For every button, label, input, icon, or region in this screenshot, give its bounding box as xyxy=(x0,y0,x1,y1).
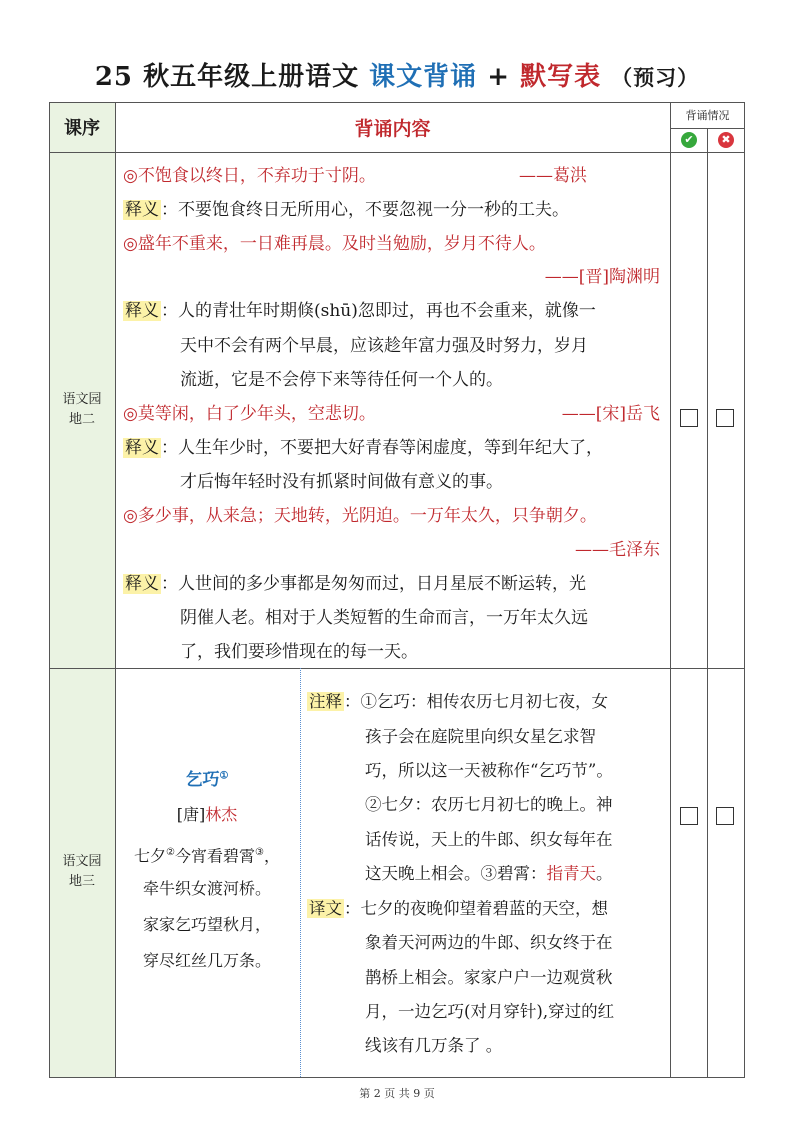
lesson1-name-line2: 地二 xyxy=(68,412,95,427)
quote-3-meaning-2: 才后悔年轻时没有抓紧时间做有意义的事。 xyxy=(180,472,503,492)
lesson2-not-recited-checkbox[interactable] xyxy=(716,807,734,825)
lesson2-recited-checkbox[interactable] xyxy=(680,807,698,825)
notes-line-4: ②七夕：农历七月初七的晚上。神 xyxy=(365,795,613,814)
quote-4-meaning-3: 了，我们要珍惜现在的每一天。 xyxy=(180,642,418,662)
grid-row-split xyxy=(49,668,745,669)
quote-2-meaning-3: 流逝，它是不会停下来等待任何一个人的。 xyxy=(180,370,503,390)
lesson2-name xyxy=(49,852,115,892)
notes-label: 注释 xyxy=(309,692,342,711)
cross-icon: ✖ xyxy=(718,132,734,148)
lesson1-name-line1: 语文园 xyxy=(62,392,102,407)
grid-poem-divider xyxy=(300,668,301,1077)
notes-line-2: 孩子会在庭院里向织女星乞求智 xyxy=(365,727,596,746)
quote-4-meaning xyxy=(123,572,586,596)
meaning-label: 释义 xyxy=(125,574,159,594)
quote-3-author: ——[宋]岳飞 xyxy=(561,404,660,424)
title-preview: （预习） xyxy=(611,65,700,90)
poem-title xyxy=(115,765,299,790)
recitation-table xyxy=(49,102,745,1077)
quote-3: ◎莫等闲，白了少年头，空悲切。 xyxy=(123,404,376,424)
grid-left xyxy=(49,102,50,1077)
poem-line-1-mark2: ③ xyxy=(255,847,264,858)
header-content: 背诵内容 xyxy=(354,117,431,140)
poem-dynasty: [唐] xyxy=(176,805,206,824)
quote-4-author: ——毛泽东 xyxy=(575,540,660,560)
quote-3-meaning xyxy=(123,436,603,460)
notes-line-5: 话传说，天上的牛郎、织女每年在 xyxy=(365,830,613,849)
quote-1-author: ——葛洪 xyxy=(519,166,587,186)
translation-text: ：七夕的夜晚仰望着碧蓝的天空，想 xyxy=(344,899,608,918)
page-title xyxy=(0,56,794,93)
quote-1: ◎不饱食以终日，不弃功于寸阴。 xyxy=(123,166,376,186)
title-plus: + xyxy=(487,62,511,92)
grid-bottom xyxy=(49,1077,745,1078)
notes-text: ：①乞巧：相传农历七月初七夜，女 xyxy=(344,692,608,711)
meaning-text: ：人的青壮年时期倏(shū)忽即过，再也不会重来，就像一 xyxy=(161,301,596,321)
quote-2-meaning-2: 天中不会有两个早晨，应该趁年富力强及时努力，岁月 xyxy=(180,336,588,356)
quote-4: ◎多少事，从来急；天地转，光阴迫。一万年太久，只争朝夕。 xyxy=(123,506,597,526)
poem-title-mark: ① xyxy=(219,770,229,782)
translation-label: 译文 xyxy=(309,899,342,918)
meaning-text: ：不要饱食终日无所用心，不要忽视一分一秒的工夫。 xyxy=(161,200,569,220)
notes-line-6 xyxy=(365,862,613,886)
grid-status-mid xyxy=(707,128,708,1077)
quote-2-author: ——[晋]陶渊明 xyxy=(544,267,660,287)
page-footer: 第 2 页 共 9 页 xyxy=(359,1087,435,1100)
lesson2-name-line1: 语文园 xyxy=(62,854,102,869)
poem-line-2: 牵牛织女渡河桥。 xyxy=(142,879,271,898)
notes-line-1 xyxy=(307,690,608,714)
translation-line-2: 象着天河两边的牛郎、织女终于在 xyxy=(365,933,613,952)
poem-line-1 xyxy=(115,842,299,867)
grid-content-right xyxy=(670,102,671,1077)
quote-2: ◎盛年不重来，一日难再晨。及时当勉励，岁月不待人。 xyxy=(123,234,546,254)
header-lesson: 课序 xyxy=(64,118,100,139)
poem-line-1-b: 今宵看碧霄 xyxy=(174,846,255,866)
quote-2-meaning xyxy=(123,299,596,323)
poem-line-1-a: 七夕 xyxy=(134,846,167,866)
poem-author xyxy=(115,804,299,826)
meaning-text: ：人生年少时，不要把大好青春等闲虚度，等到年纪大了， xyxy=(161,438,603,458)
poem-line-1-c: ， xyxy=(263,846,280,866)
poem-title-text: 乞巧 xyxy=(185,770,220,790)
notes-line-6-c: 。 xyxy=(596,864,613,883)
meaning-label: 释义 xyxy=(125,200,159,220)
notes-line-6-a: 这天晚上相会。③碧霄： xyxy=(365,864,547,883)
translation-line-1 xyxy=(307,897,608,921)
meaning-label: 释义 xyxy=(125,438,159,458)
lesson1-not-recited-checkbox[interactable] xyxy=(716,409,734,427)
translation-line-3: 鹊桥上相会。家家户户一边观赏秋 xyxy=(365,968,613,987)
notes-line-6-red: 指青天 xyxy=(546,864,596,883)
poem-line-1-mark1: ② xyxy=(166,847,175,858)
header-status: 背诵情况 xyxy=(685,109,730,122)
title-recite: 课文背诵 xyxy=(369,62,478,92)
quote-1-meaning xyxy=(123,198,569,222)
check-icon: ✔ xyxy=(681,132,697,148)
lesson1-name xyxy=(49,390,115,430)
meaning-label: 释义 xyxy=(125,301,159,321)
poem-poet: 林杰 xyxy=(205,805,238,824)
translation-line-5: 线该有几万条了 。 xyxy=(365,1036,503,1055)
meaning-text: ：人世间的多少事都是匆匆而过，日月星辰不断运转，光 xyxy=(161,574,586,594)
notes-line-3: 巧，所以这一天被称作“乞巧节”。 xyxy=(365,761,613,780)
grid-header-bottom xyxy=(49,152,745,153)
grid-right xyxy=(744,102,745,1077)
poem-line-3: 家家乞巧望秋月， xyxy=(142,915,271,934)
title-prefix: 25 秋五年级上册语文 xyxy=(94,62,360,92)
lesson2-name-line2: 地三 xyxy=(68,874,95,889)
title-dictation: 默写表 xyxy=(520,62,602,92)
lesson1-recited-checkbox[interactable] xyxy=(680,409,698,427)
poem-line-4: 穿尽红丝几万条。 xyxy=(142,951,271,970)
translation-line-4: 月，一边乞巧(对月穿针),穿过的红 xyxy=(365,1002,615,1021)
quote-4-meaning-2: 阴催人老。相对于人类短暂的生命而言，一万年太久远 xyxy=(180,608,588,628)
